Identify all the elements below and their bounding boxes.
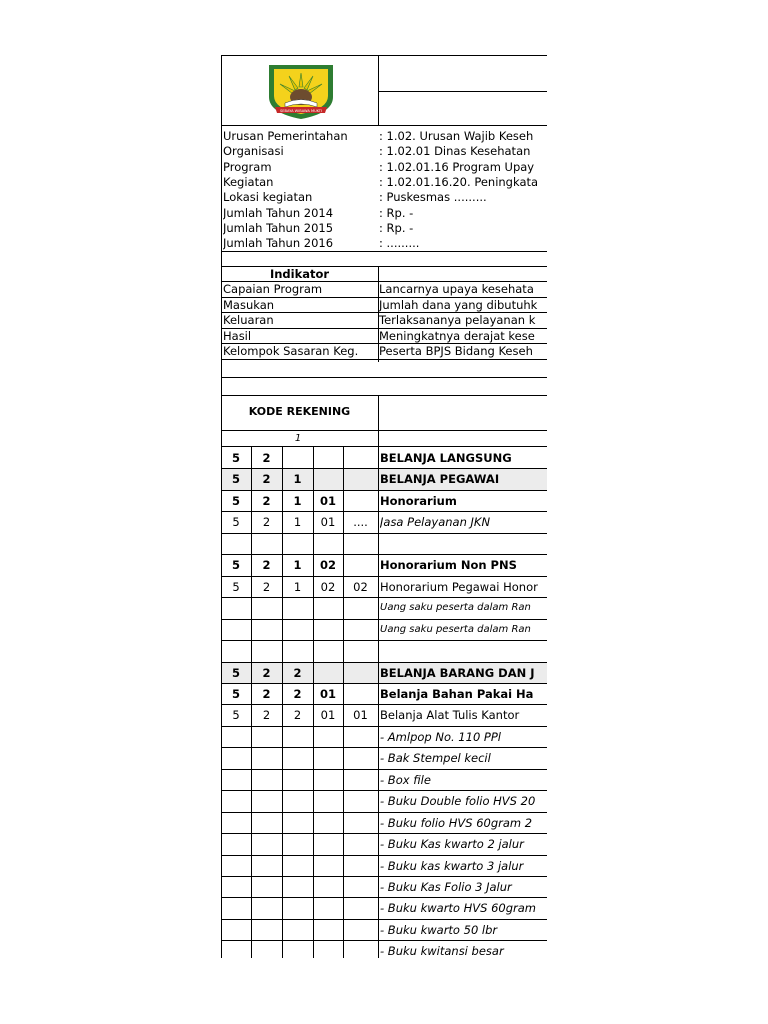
code-cell: 2	[262, 708, 271, 723]
section-gap-line	[221, 251, 547, 252]
indikator-row-line	[221, 359, 547, 360]
rekening-row-line	[221, 662, 547, 663]
info-label: Kegiatan	[223, 174, 274, 189]
code-cell: 2	[262, 665, 271, 680]
info-value: : .........	[379, 236, 420, 251]
code-cell: 5	[232, 708, 240, 723]
rekening-uraian: BELANJA LANGSUNG	[380, 451, 512, 465]
rekening-row-line	[221, 704, 547, 705]
rekening-row-line	[221, 468, 547, 469]
rekening-row-line	[221, 769, 547, 770]
rekening-uraian: Belanja Alat Tulis Kantor	[380, 708, 520, 723]
code-cell: 5	[232, 515, 240, 530]
code-cell: 5	[231, 493, 240, 508]
rekening-uraian: - Buku kwarto HVS 60gram	[380, 901, 537, 916]
code-cell: 2	[262, 515, 271, 530]
code-cell: 01	[320, 515, 336, 530]
rekening-uraian: Uang saku peserta dalam Ran	[380, 602, 531, 614]
rekening-row-line	[221, 876, 547, 877]
indikator-label: Hasil	[223, 328, 252, 343]
rekening-header-bottom	[221, 430, 547, 431]
rekening-row-line	[221, 554, 547, 555]
code-cell: 2	[262, 686, 271, 701]
rekening-uraian: - Buku kwitansi besar	[380, 944, 504, 958]
info-label: Jumlah Tahun 2015	[223, 220, 334, 235]
indikator-value: Jumlah dana yang dibutuhk	[379, 297, 538, 312]
rekening-uraian: - Buku kwarto 50 lbr	[380, 922, 498, 937]
code-cell: 1	[293, 558, 302, 573]
code-cell: 2	[293, 708, 302, 723]
rekening-row-line	[221, 511, 547, 512]
rekening-uraian: BELANJA BARANG DAN J	[380, 665, 535, 680]
code-cell: 5	[231, 558, 240, 573]
logo-cell-divider	[378, 55, 379, 125]
code-cell: 1	[293, 493, 302, 508]
rekening-uraian: Belanja Bahan Pakai Ha	[380, 686, 534, 701]
rekening-number-bottom	[221, 446, 547, 447]
code-cell: 2	[262, 558, 271, 573]
rekening-uraian: Honorarium Pegawai Honor	[380, 579, 538, 594]
rekening-row-line	[221, 747, 547, 748]
rekening-row-line	[221, 940, 547, 941]
header-bottom-line	[221, 125, 547, 126]
rekening-row-line	[221, 490, 547, 491]
column-number: 1	[294, 433, 302, 444]
info-value: : 1.02.01.16 Program Upay	[379, 159, 535, 174]
code-cell: 1	[293, 472, 302, 487]
svg-text:SEBAYA WIBAWA MUKTI: SEBAYA WIBAWA MUKTI	[279, 108, 323, 113]
rekening-uraian: Honorarium	[380, 493, 457, 508]
indikator-label: Keluaran	[223, 313, 274, 328]
indikator-label: Masukan	[223, 297, 275, 312]
rekening-uraian: - Amlpop No. 110 PPl	[380, 729, 501, 744]
code-cell: 2	[262, 493, 271, 508]
code-cell: 2	[262, 579, 271, 594]
info-label: Jumlah Tahun 2016	[223, 236, 334, 251]
rekening-uraian: - Buku kas kwarto 3 jalur	[380, 858, 524, 873]
code-cell: 2	[293, 665, 302, 680]
rekening-row-line	[221, 833, 547, 834]
indikator-label: Capaian Program	[223, 282, 323, 296]
rekening-row-line	[221, 855, 547, 856]
rekening-text-divider	[378, 395, 379, 958]
rekening-uraian: - Buku Kas Folio 3 Jalur	[380, 880, 512, 894]
info-value: : 1.02.01.16.20. Peningkata	[379, 174, 539, 189]
rekening-uraian: Uang saku peserta dalam Ran	[380, 623, 531, 635]
indikator-value: Peserta BPJS Bidang Keseh	[379, 344, 533, 359]
indikator-header: Indikator	[269, 267, 330, 281]
rekening-row-line	[221, 640, 547, 641]
info-label: Urusan Pemerintahan	[223, 129, 348, 143]
info-value: : Puskesmas .........	[379, 190, 487, 205]
code-cell: 5	[231, 451, 240, 465]
code-cell: 01	[319, 686, 336, 701]
indikator-value: Terlaksananya pelayanan k	[379, 313, 536, 328]
code-cell: 02	[320, 579, 336, 594]
rekening-uraian: - Buku folio HVS 60gram 2	[380, 815, 533, 830]
info-label: Program	[223, 159, 272, 174]
info-value: : Rp. -	[379, 205, 414, 220]
code-cell: 5	[231, 665, 240, 680]
rekening-row-line	[221, 576, 547, 577]
info-label: Lokasi kegiatan	[223, 190, 313, 205]
rekening-row-line	[221, 619, 547, 620]
code-cell: 2	[262, 451, 271, 465]
info-value: : 1.02. Urusan Wajib Keseh	[379, 129, 534, 143]
rekening-row-line	[221, 790, 547, 791]
code-cell: 1	[293, 579, 302, 594]
code-cell: 02	[319, 558, 336, 573]
rekening-row-line	[221, 812, 547, 813]
indikator-value: Meningkatnya derajat kese	[379, 328, 535, 343]
rekening-uraian: BELANJA PEGAWAI	[380, 472, 500, 487]
rekening-uraian: - Buku Kas kwarto 2 jalur	[380, 837, 524, 852]
rekening-row-line	[221, 897, 547, 898]
code-cell: 1	[293, 515, 302, 530]
indikator-value: Lancarnya upaya kesehata	[379, 282, 534, 296]
code-cell: 2	[262, 472, 271, 487]
rekening-uraian: - Bak Stempel kecil	[380, 751, 491, 766]
title-cell-line	[378, 91, 547, 92]
sheet-top-border	[221, 55, 547, 56]
code-cell: 01	[320, 708, 336, 723]
code-cell: 02	[353, 579, 368, 594]
rekening-uraian: - Buku Double folio HVS 20	[380, 794, 536, 809]
rekening-uraian: Honorarium Non PNS	[380, 558, 517, 573]
indikator-label: Kelompok Sasaran Keg.	[223, 344, 359, 359]
spreadsheet-page	[221, 55, 547, 958]
regency-emblem-logo	[265, 63, 337, 121]
code-cell: 2	[293, 686, 302, 701]
info-value: : Rp. -	[379, 220, 414, 235]
rekening-uraian: - Box file	[380, 772, 431, 787]
code-cell: 5	[231, 472, 240, 487]
info-label: Organisasi	[223, 144, 284, 159]
code-cell: 01	[319, 493, 336, 508]
rekening-uraian: Jasa Pelayanan JKN	[380, 515, 491, 530]
rekening-row-line	[221, 919, 547, 920]
rekening-row-line	[221, 726, 547, 727]
info-value: : 1.02.01 Dinas Kesehatan	[379, 144, 531, 159]
info-label: Jumlah Tahun 2014	[223, 205, 334, 220]
code-cell: 5	[231, 686, 240, 701]
rekening-row-line	[221, 683, 547, 684]
code-cell: 5	[232, 579, 240, 594]
gap-line	[221, 395, 547, 396]
rekening-row-line	[221, 597, 547, 598]
gap-line	[221, 377, 547, 378]
code-cell: 01	[353, 708, 368, 723]
kode-rekening-header: KODE REKENING	[248, 405, 351, 418]
code-cell: ....	[353, 515, 368, 530]
rekening-row-line	[221, 533, 547, 534]
